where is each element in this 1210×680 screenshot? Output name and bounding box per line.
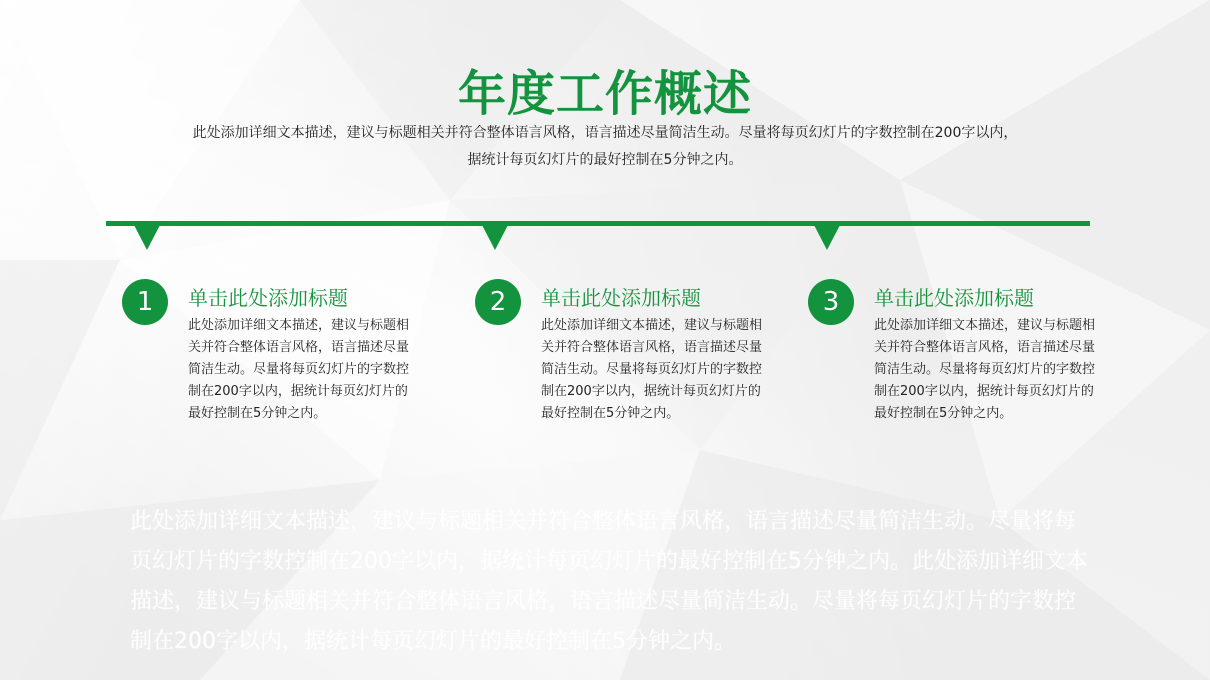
timeline-pointer-2 [482,225,508,250]
timeline-pointer-1 [134,225,160,250]
subtitle-line-2: 据统计每页幻灯片的最好控制在5分钟之内。 [467,152,743,168]
item-number-badge: 2 [475,279,521,325]
page-subtitle [120,120,1090,174]
item-title[interactable]: 单击此处添加标题 [188,286,348,310]
subtitle-line-1: 此处添加详细文本描述，建议与标题相关并符合整体语言风格，语言描述尽量简洁生动。尽量将每页幻灯片的字数控制在200字以内， [192,125,1018,141]
timeline-rule [106,221,1090,226]
item-body[interactable]: 此处添加详细文本描述，建议与标题相关并符合整体语言风格，语言描述尽量简洁生动。尽量将每页幻灯片的字数控制在200字以内，据统计每页幻灯片的最好控制在5分钟之内。 [541,318,763,421]
item-title[interactable]: 单击此处添加标题 [541,286,701,310]
item-body[interactable]: 此处添加详细文本描述，建议与标题相关并符合整体语言风格，语言描述尽量简洁生动。尽量将每页幻灯片的字数控制在200字以内，据统计每页幻灯片的最好控制在5分钟之内。 [188,318,410,421]
watermark-text: 此处添加详细文本描述，建议与标题相关并符合整体语言风格，语言描述尽量简洁生动。尽量将每页幻灯片的字数控制在200字以内，据统计每页幻灯片的最好控制在5分钟之内。此处添加详细文本描述，建议与标题相关并符合整体语言风格，语言描述尽量简洁生动。尽量将每页幻灯片的字数控制在200字以内，据统计每页幻灯片的最好控制在5分钟之内。 [130,509,1088,654]
item-number-badge: 3 [808,279,854,325]
item-body[interactable]: 此处添加详细文本描述，建议与标题相关并符合整体语言风格，语言描述尽量简洁生动。尽量将每页幻灯片的字数控制在200字以内，据统计每页幻灯片的最好控制在5分钟之内。 [874,318,1096,421]
item-title[interactable]: 单击此处添加标题 [874,286,1034,310]
item-number-badge: 1 [122,279,168,325]
page-title: 年度工作概述 [457,66,752,122]
timeline-pointer-3 [814,225,840,250]
